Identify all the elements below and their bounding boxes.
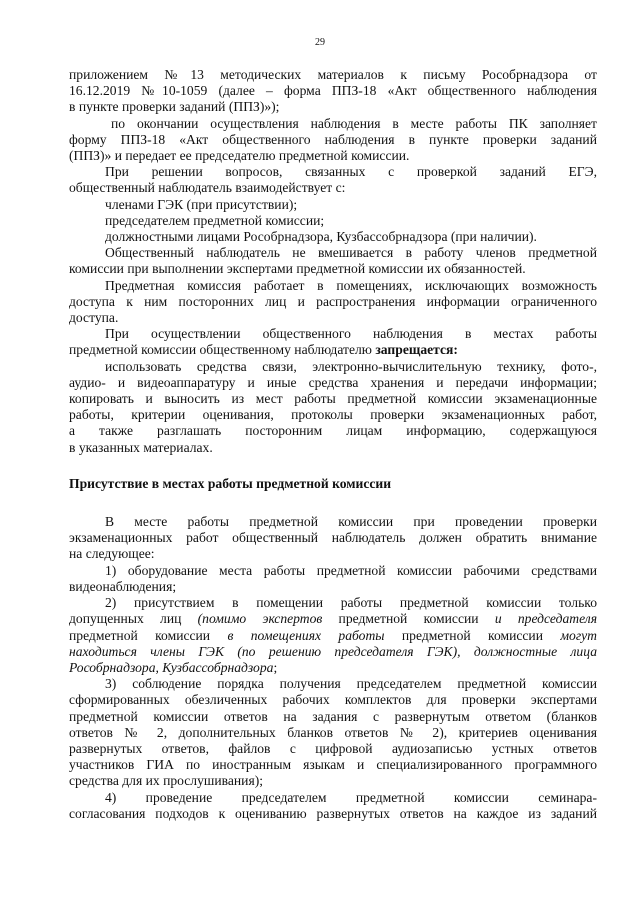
text-span: могут: [560, 627, 597, 643]
list-item: председателем предметной комиссии;: [105, 212, 325, 228]
text-line: развернутых ответов, файлов с цифровой аудиозаписью устных ответов: [69, 740, 597, 756]
text-span: предметной комиссии: [322, 611, 495, 627]
text-line: [69, 660, 597, 676]
text-span: ;: [273, 659, 278, 675]
text-line: средства для их прослушивания);: [69, 773, 264, 789]
text-line: на следующее:: [69, 546, 155, 562]
prohibited-label: запрещается:: [375, 342, 458, 358]
paragraph-6: [69, 326, 597, 358]
text-line: При решении вопросов, связанных с проверкой заданий ЕГЭ,: [105, 164, 597, 180]
list-item: членами ГЭК (при присутствии);: [105, 196, 298, 212]
text-line: Общественный наблюдатель не вмешивается в работу членов предметной: [105, 245, 597, 261]
numbered-item-3: [69, 676, 597, 789]
page-body: [69, 67, 597, 822]
text-line: сформированных обезличенных рабочих комплектов для проверки экспертами: [69, 692, 597, 708]
text-line: аудио- и видеоаппаратуру и иные средства хранения и передачи информации;: [69, 374, 597, 390]
text-line: [69, 628, 597, 644]
section-heading: Присутствие в местах работы предметной комиссии: [69, 475, 392, 491]
paragraph-8: [69, 514, 597, 563]
paragraph-4: [69, 245, 597, 277]
text-line: предметной комиссии ответов на задания с развернутым ответом (бланков: [69, 708, 597, 724]
list-item: должностными лицами Рособрнадзора, Кузбассобрнадзора (при наличии).: [105, 229, 537, 245]
text-line: видеонаблюдения;: [69, 578, 177, 594]
text-line: [69, 611, 597, 627]
text-line: копировать и выносить из мест работы предметной комиссии экзаменационные: [69, 391, 597, 407]
text-line: находиться члены ГЭК (по решению председателя ГЭК), должностные лица: [69, 643, 597, 659]
paragraph-7: [69, 359, 597, 456]
text-line: 2) присутствием в помещении работы предметной комиссии только: [105, 595, 597, 611]
text-line: (ППЗ)» и передает ее председателю предметной комиссии.: [69, 148, 410, 164]
text-line: 3) соблюдение порядка получения председателем предметной комиссии: [105, 676, 597, 692]
numbered-item-1: [69, 563, 597, 595]
text-line: комиссии при выполнении экспертами предметной комиссии их обязанностей.: [69, 261, 526, 277]
interaction-list: [69, 197, 597, 246]
text-line: 4) проведение председателем предметной комиссии семинара-: [105, 789, 597, 805]
page-number: 29: [315, 37, 325, 48]
text-span: в помещениях работы: [227, 627, 385, 643]
text-span: предметной комиссии общественному наблюдателю: [69, 342, 376, 358]
text-line: форму ППЗ-18 «Акт общественного наблюдения в пункте проверки заданий: [69, 131, 597, 147]
text-span: Рособрнадзора, Кузбассобрнадзора: [69, 659, 274, 675]
numbered-item-2: [69, 595, 597, 676]
text-line: Предметная комиссия работает в помещениях, исключающих возможность: [105, 277, 597, 293]
text-line: а также разглашать посторонним лицам информацию, содержащуюся: [69, 423, 597, 439]
text-span: предметной комиссии: [69, 627, 228, 643]
text-line: по окончании осуществления наблюдения в месте работы ПК заполняет: [111, 115, 597, 131]
text-line: 16.12.2019 №10-1059 (далее – форма ППЗ-18 «Акт общественного наблюдения: [69, 83, 597, 99]
text-line: общественный наблюдатель взаимодействует с:: [69, 180, 346, 196]
text-line: в пункте проверки заданий (ППЗ)»);: [69, 99, 280, 115]
numbered-item-4: [69, 790, 597, 822]
text-line: работы, критерии оценивания, протоколы проверки экзаменационных работ,: [69, 407, 597, 423]
text-line: ответов № 2, дополнительных бланков ответов № 2), критериев оценивания: [69, 724, 597, 740]
text-span: (помимо экспертов: [197, 611, 323, 627]
paragraph-2: [69, 116, 597, 165]
text-line: экзаменационных работ общественный наблюдатель должен обратить внимание: [69, 530, 597, 546]
paragraph-1: [69, 67, 597, 116]
text-line: При осуществлении общественного наблюдения в местах работы: [105, 326, 597, 342]
text-line: согласования подходов к оцениванию развернутых ответов на каждое из заданий: [69, 805, 597, 821]
text-line: В месте работы предметной комиссии при проведении проверки: [105, 514, 597, 530]
text-span: предметной комиссии: [384, 627, 561, 643]
text-line: использовать средства связи, электронно-вычислительную технику, фото-,: [105, 358, 597, 374]
text-line: доступа к ним посторонних лиц и распространения информации ограниченного: [69, 293, 597, 309]
text-line: доступа.: [69, 310, 119, 326]
text-line: в указанных материалах.: [69, 439, 213, 455]
text-line: 1) оборудование места работы предметной комиссии рабочими средствами: [105, 562, 597, 578]
text-line: приложением №13 методических материалов к письму Рособрнадзора от: [69, 67, 597, 82]
text-line: [69, 342, 597, 358]
paragraph-3: [69, 164, 597, 196]
text-span: допущенных лиц: [69, 611, 198, 627]
text-line: участников ГИА по иностранным языкам и специализированного программного: [69, 757, 597, 773]
text-span: и председателя: [494, 611, 598, 627]
paragraph-5: [69, 278, 597, 327]
